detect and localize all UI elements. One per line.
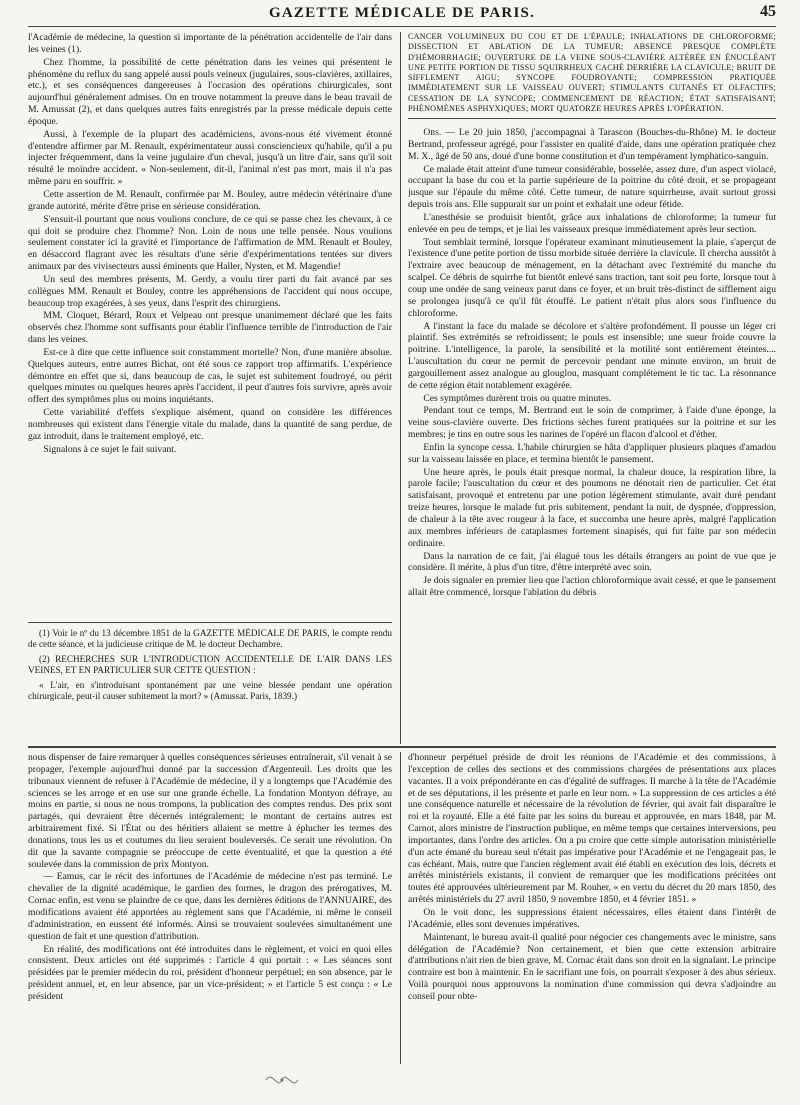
paragraph: Ce malade était atteint d'une tumeur considérable, bosselée, assez dure, d'un aspect violacé, occupant la base du cou et la partie supérieure de la poitrine du côté droit, et se propageant jusque sur l'épaule du même côté. Cette tumeur, de nature squirrheuse, avait surtout grossi depuis trois ans. Elle suppurait sur un point et exhalait une odeur fétide. bbox=[408, 163, 776, 211]
paragraph: — Eamus, car le récit des infortunes de l'Académie de médecine n'est pas terminé. Le chevalier de la dignité académique, le gardien des formes, le dragon des prérogatives, M. Cornac enfin, est venu se plaindre de ce que, dans les dernières éditions de l'ANNUAIRE, des modifications avaient été apportées au règlement sans que l'Académie, ni même le conseil d'administration, en eussent été informés. Ainsi se trouvaient soulevées simultanément une question de fait et une question d'attribution. bbox=[28, 871, 392, 942]
paragraph: l'Académie de médecine, la question si importante de la pénétration accidentelle de l'air dans les veines (1). bbox=[28, 32, 392, 55]
observation-label: Obs. bbox=[423, 127, 442, 138]
paragraph: Maintenant, le bureau avait-il qualité pour négocier ces changements avec le ministre, sans délégation de l'Académie? Non certainement, et bien que cette extension arbitraire d'attributions n'ait rien de bien grave, M. Cornac était dans son droit en la signalant. Le principe contraire est bon à maintenir. En le sacrifiant une fois, on pourrait s'exposer à des abus sérieux. Voilà pourquoi nous approuvons la nomination d'une commission qui devra s'adjoindre au conseil pour obte- bbox=[408, 931, 776, 1002]
paragraph: Cette assertion de M. Renault, confirmée par M. Bouley, autre médecin vétérinaire d'une grande autorité, mérite d'être prise en sérieuse considération. bbox=[28, 188, 392, 212]
paragraph: d'honneur perpétuel préside de droit les réunions de l'Académie et des commissions, à l'exception de celles des sections et des commissions chargées de présentations aux places vacantes. Il a voix prépondérante en cas d'égalité de suffrages. Il marche à la tête de l'Académie et de ses députations, il les présente et parle en leur nom. » La suppression de ces articles a été une conséquence naturelle et nécessaire de la révolution de février, qui avait fait disparaître le roi et la royauté. Elle a été faite par les soins du bureau et approuvée, en mars 1848, par M. Carnot, alors ministre de l'instruction publique, en même temps que certaines interversions, peu importantes, dans l'ordre des articles. On a pu croire que cette simple autorisation ministérielle d'un acte émané du bureau seul n'était pas impérative pour l'Académie et ne l'engageait pas, le cas échéant. Mais, outre que l'ancien règlement avait été établi en exécution des lois, décrets et arrêtés ministériels existants, il convient de remarquer que les modifications précitées ont toutes été approuvées ultérieurement par M. Rouher, « en vertu du décret du 20 mars 1850, des arrêtés ministériels du 27 avril 1850, 9 novembre 1850, et 4 février 1851. » bbox=[408, 752, 776, 906]
paragraph: Un seul des membres présents, M. Gerdy, a voulu tirer parti du fait avancé par ses collègues MM. Renault et Bouley, contre les appréhensions de l'accident qui nous occupe, beaucoup trop exagérées, à ses yeux, dans l'esprit des chirurgiens. bbox=[28, 273, 392, 309]
footnotes bbox=[28, 628, 392, 742]
printer-ornament-icon bbox=[262, 1068, 302, 1092]
journal-title: GAZETTE MÉDICALE DE PARIS. bbox=[269, 5, 535, 21]
paragraph: Chez l'homme, la possibilité de cette pénétration dans les veines qui présentent le phénomène du reflux du sang appelé aussi pouls veineux (jugulaires, sous-clavières, axillaires, etc.), et ses conséquences dangereuses à l'occasion des opérations chirurgicales, sont aujourd'hui généralement admises. On en trouve notamment la preuve dans le beau travail de M. Amussat (2), et dans quelques autres faits enregistrés par la presse médicale depuis cette époque. bbox=[28, 56, 392, 127]
footnote: (2) RECHERCHES SUR L'INTRODUCTION ACCIDENTELLE DE L'AIR DANS LES VEINES, ET EN PARTICULIER SUR CETTE QUESTION : bbox=[28, 654, 392, 676]
paragraph: S'ensuit-il pourtant que nous voulions conclure, de ce qui se passe chez les chevaux, à ce qui doit se produire chez l'homme? Non. Loin de nous une telle pensée. Nous voulions seulement constater ici la gravité et l'importance de l'affirmation de MM. Renault et Bouley, en désaccord flagrant avec les résultats d'une série d'expérimentations tentées sur divers animaux par des vivisecteurs aussi éminents que Haller, Nysten, et M. Magendie! bbox=[28, 213, 392, 273]
observation-summary: CANCER VOLUMINEUX DU COU ET DE L'ÉPAULE; INHALATIONS DE CHLOROFORME; DISSECTION ET ABLATION DE LA TUMEUR; ABSENCE PRESQUE COMPLÈTE D'HÉMORRHAGIE; OUVERTURE DE LA VEINE SOUS-CLAVIÈRE ALTÉRÉE EN ÉNUCLÉANT UNE PETITE PORTION DE TISSU SQUIRRHEUX CACHÉ DERRIÈRE LA CLAVICULE; BRUIT DE SIFFLEMENT AIGU; SYNCOPE FOUDROYANTE; COMPRESSION PRATIQUÉE IMMÉDIATEMENT SUR LE VAISSEAU OUVERT; STIMULANTS CUTANÉS ET OLFACTIFS; CESSATION DE LA SYNCOPE; COMMENCEMENT DE RÉACTION; ÉTAT SATISFAISANT; PHÉNOMÈNES ASPHYXIQUES; MORT QUATORZE HEURES APRÈS L'OPÉRATION. bbox=[408, 32, 776, 119]
paragraph: Tout semblait terminé, lorsque l'opérateur examinant minutieusement la plaie, s'aperçut de l'existence d'une petite portion de tissu morbide située derrière la clavicule. Il chercha aussitôt à l'extraire avec beaucoup de ménagement, en la détachant avec l'extrémité du manche du scalpel. Ce débris de squirrhe fut bientôt enlevé sans traction, tant soit peu forte, lorsque tout à coup une ondée de sang veineux parut dans ce foyer, et un bruit très-distinct de sifflement aigu se prolongea jusqu'à ce qu'il fût étouffé. Le patient n'était plus alors sous l'influence du chloroforme. bbox=[408, 236, 776, 319]
page-number: 45 bbox=[760, 3, 776, 20]
column-left-bottom bbox=[28, 752, 392, 1064]
paragraph: Une heure après, le pouls était presque normal, la chaleur douce, la respiration libre, la parole facile; l'auscultation du cœur et des poumons ne dénotait rien de particulier. Cet état satisfaisant, provoqué et entretenu par une potion légèrement stimulante, avait duré pendant treize heures, lorsque le malade fut pris subitement, pendant la nuit, de dyspnée, d'oppression, de chaleur à la tête avec rougeur à la face, et succomba une heure après, malgré l'application aux membres inférieurs de cataplasmes fortement sinapisés, qui fut faite par son médecin ordinaire. bbox=[408, 466, 776, 549]
running-header bbox=[28, 2, 776, 22]
paragraph: MM. Cloquet, Bérard, Roux et Velpeau ont presque unanimement déclaré que les faits observés chez l'homme sont suffisants pour établir l'influence terrible de l'introduction de l'air dans les veines. bbox=[28, 310, 392, 346]
footnote-rule bbox=[28, 622, 392, 623]
paragraph: Signalons à ce sujet le fait suivant. bbox=[43, 443, 177, 455]
paragraph: En réalité, des modifications ont été introduites dans le règlement, et voici en quoi elles consistent. Deux articles ont été supprimés : l'article 4 qui portait : « Les séances sont présidées par le premier médecin du roi, président d'honneur perpétuel; en son absence, par le président annuel, et, en leur absence, par un vice-président; » et l'article 5 est conçu : « Le président bbox=[28, 943, 392, 1002]
column-divider-bottom bbox=[400, 752, 401, 1064]
paragraph: A l'instant la face du malade se décolore et s'altère profondément. Il pousse un léger cri plaintif. Ses extrémités se refroidissent; le pouls est insensible; une sueur froide couvre la poitrine. L'intelligence, la parole, la sensibilité et la motilité sont entièrement éteintes.... L'auscultation du cœur ne permit de percevoir pendant une minute environ, un bruit de gargouillement assez analogue au glouglou, masquant complétement le tic tac. La résonnance de cette région était notablement exagérée. bbox=[408, 320, 776, 391]
paragraph: Pendant tout ce temps, M. Bertrand eut le soin de comprimer, à l'aide d'une éponge, la veine sous-clavière ouverte. Des frictions sèches furent pratiquées sur la poitrine et sur les membres; je tins en outre sous les narines de l'opéré un flacon d'alcool et d'éther. bbox=[408, 405, 776, 441]
column-left-top bbox=[28, 32, 392, 612]
paragraph: Enfin la syncope cessa. L'habile chirurgien se hâta d'appliquer plusieurs plaques d'amadou sur la vaisseau laissée en place, et termina bientôt le pansement. bbox=[408, 441, 776, 465]
paragraph: Cette variabilité d'effets s'explique aisément, quand on considère les différences nombreuses qui existent dans l'énergie vitale du malade, dans la quantité de sang perdue, de gaz introduit, dans le traitement employé, etc. bbox=[28, 407, 392, 442]
column-right-top bbox=[408, 32, 776, 744]
column-right-bottom bbox=[408, 752, 776, 1064]
footnote: « L'air, en s'introduisant spontanément par une veine blessée pendant une opération chirurgicale, peut-il causer subitement la mort? » (Amussat. Paris, 1839.) bbox=[28, 680, 392, 702]
paragraph-text: — Le 20 juin 1850, j'accompagnai à Tarascon (Bouches-du-Rhône) M. le docteur Bertrand, professeur agrégé, pour l'assister en qualité d'aide, dans une opération pratiquée chez M. X., âgé de 50 ans, doué d'une bonne constitution et d'un tempérament lymphatico-sanguin. bbox=[408, 127, 776, 162]
paragraph: L'anesthésie se produisit bientôt, grâce aux inhalations de chloroforme; la tumeur fut enlevée en peu de temps, et je liai les vaisseaux presque immédiatement après leur section. bbox=[408, 211, 776, 235]
paragraph: Dans la narration de ce fait, j'ai élagué tous les détails étrangers au point de vue que je considère. Il mérite, à plus d'un titre, d'être interprété avec soin. bbox=[408, 550, 776, 574]
paragraph bbox=[408, 127, 776, 163]
footnote: (1) Voir le nº du 13 décembre 1851 de la GAZETTE MÉDICALE DE PARIS, le compte rendu de cette séance, et la judicieuse critique de M. le docteur Dechambre. bbox=[28, 628, 392, 650]
column-divider-top bbox=[400, 32, 401, 744]
paragraph: Je dois signaler en premier lieu que l'action chloroformique avait cessé, et que le pansement allait être commencé, lorsque l'ablation du débris bbox=[408, 575, 776, 599]
paragraph: On le voit donc, les suppressions étaient nécessaires, elles étaient dans l'intérêt de l'Académie, elles sont devenues impératives. bbox=[408, 906, 776, 930]
paragraph: Ces symptômes durèrent trois ou quatre minutes. bbox=[423, 392, 612, 404]
section-divider bbox=[28, 746, 776, 748]
paragraph: Est-ce à dire que cette influence soit constamment mortelle? Non, d'une manière absolue. Quelques auteurs, entre autres Bichat, ont été sous ce rapport trop affirmatifs. L'expérience démontre en effet que si, dans beaucoup de cas, le sujet est subitement foudroyé, ou périt quelques minutes ou quelques heures après l'accident, il peut d'autres fois survivre, après avoir offert des symptômes plus ou moins inquiétants. bbox=[28, 346, 392, 406]
paragraph: Aussi, à l'exemple de la plupart des académiciens, avons-nous été vivement étonné d'entendre affirmer par M. Renault, expérimentateur aussi consciencieux qu'habile, qu'il a pu injecter fréquemment, dans la veine jugulaire d'un cheval, jusqu'à un litre d'air, sans qu'il soit résulté le moindre accident. « Non-seulement, dit-il, l'animal n'est pas mort, mais il n'a pas même paru en souffrir. » bbox=[28, 128, 392, 188]
header-rule bbox=[28, 26, 776, 27]
paragraph: nous dispenser de faire remarquer à quelles conséquences sérieuses entraînerait, s'il venait à se propager, l'exemple aujourd'hui donné par la succession d'Argenteuil. Les droits que les tribunaux viennent de refuser à l'Académie de médecine, il y a longtemps que l'Académie des sciences se les arroge et en use sur une grande échelle. La fondation Montyon défraye, au moins en partie, si nous ne nous trompons, la publication des comptes rendus. Des prix sont partagés, qui devraient être décernés intégralement; le montant de certains autres est arbitrairement fixé. Si l'État ou des héritiers allaient se mettre à éplucher les termes des donations, tous les us et coutumes du lieu seraient bouleversés. Ce serait une révolution. On dit que la savante compagnie se préoccupe de cette éventualité, et que la question a été soulevée dans la commission de prix Montyon. bbox=[28, 752, 392, 870]
